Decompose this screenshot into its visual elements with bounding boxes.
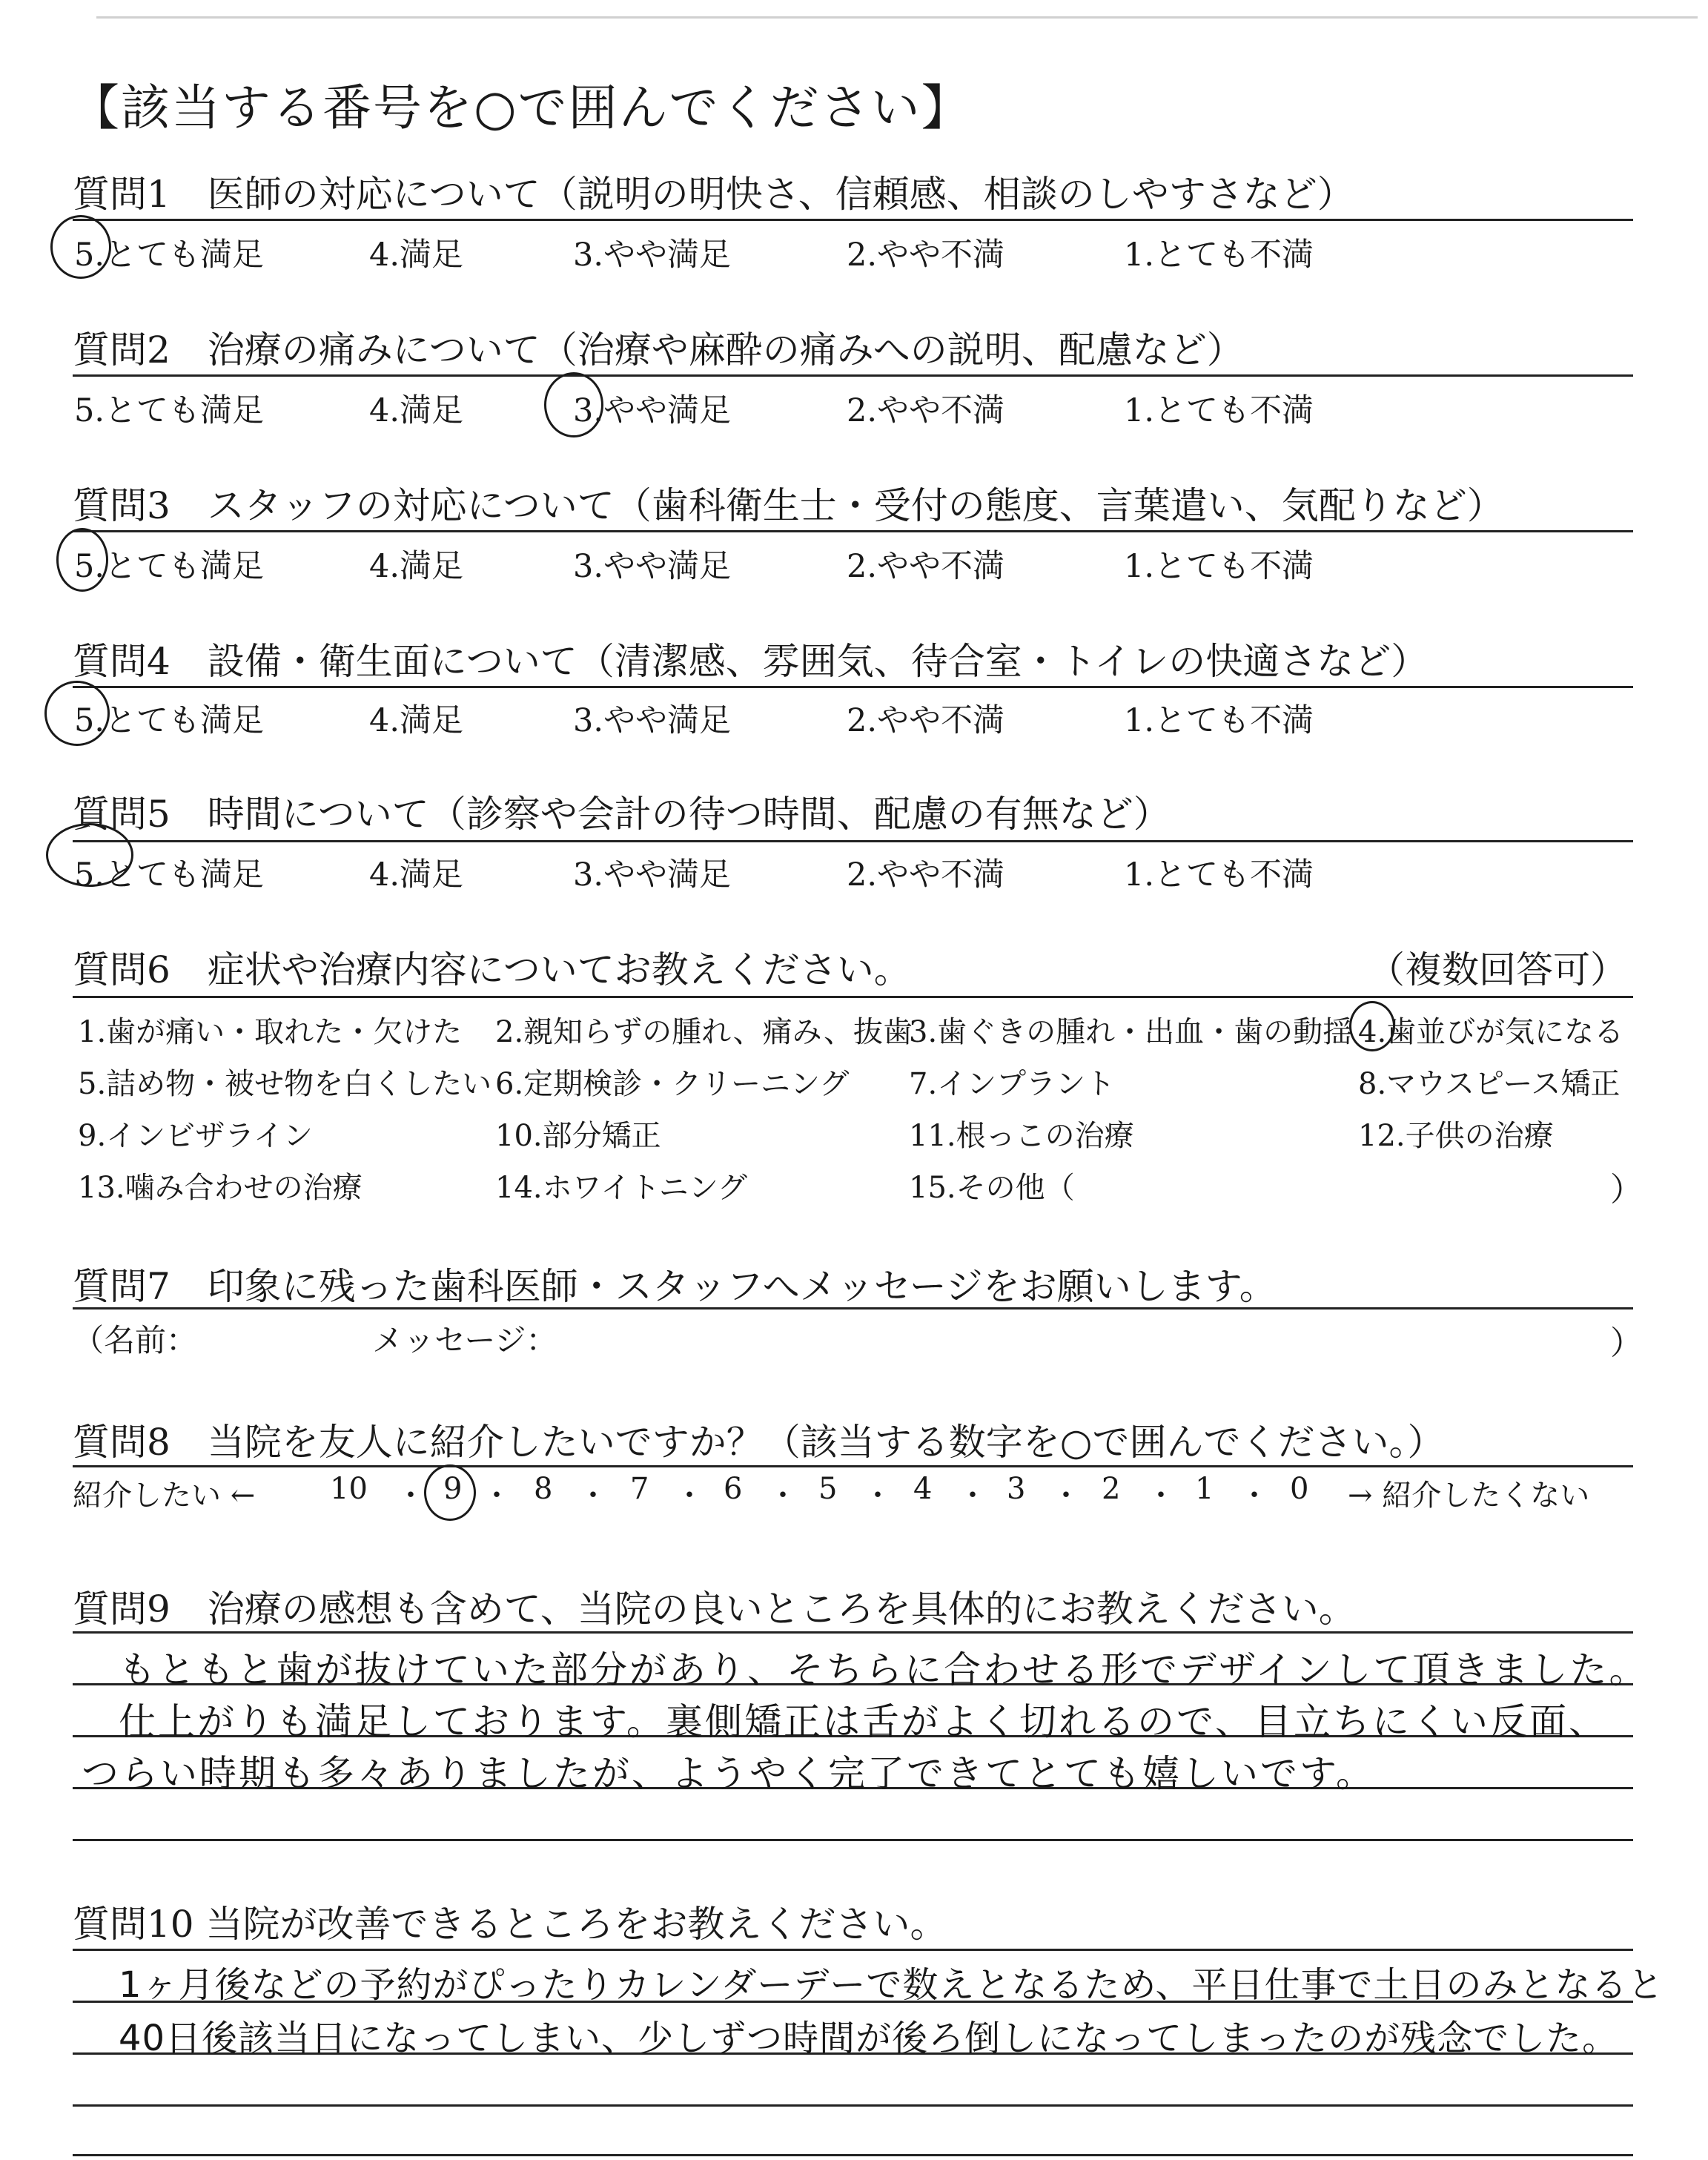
q8-separator-dot: ・ [578, 1479, 608, 1513]
top-border [96, 16, 1698, 19]
q8-scale-3[interactable]: 3 [1007, 1472, 1026, 1506]
q5-option-3[interactable]: 3.やや満足 [573, 856, 732, 894]
q6-item-9[interactable]: 9.インビザライン [78, 1119, 313, 1153]
q2-option-5[interactable]: 5.とても満足 [74, 392, 265, 429]
q2-option-1[interactable]: 1.とても不満 [1124, 392, 1314, 429]
q8-separator-dot: ・ [482, 1479, 512, 1513]
q1-option-1[interactable]: 1.とても不満 [1124, 237, 1314, 274]
q3-option-4[interactable]: 4.満足 [369, 548, 464, 585]
q8-scale-9[interactable]: 9 [443, 1472, 463, 1506]
q8-scale-6[interactable]: 6 [724, 1472, 743, 1506]
q6-item-11[interactable]: 11.根っこの治療 [909, 1119, 1134, 1153]
q8-scale-4[interactable]: 4 [913, 1472, 933, 1506]
q6-item-7[interactable]: 7.インプラント [909, 1067, 1116, 1101]
question-10-title: 質問10 当院が改善できるところをお教えください。 [73, 1903, 947, 1946]
q9-line-1 [73, 1631, 1633, 1634]
q4-option-4[interactable]: 4.満足 [369, 702, 464, 739]
q3-selection-circle [56, 528, 108, 592]
question-3-title: 質問3 スタッフの対応について（歯科衛生士・受付の態度、言葉遣い、気配りなど） [73, 484, 1504, 527]
question-7-title: 質問7 印象に残った歯科医師・スタッフへメッセージをお願いします。 [73, 1265, 1277, 1308]
q4-selection-circle [44, 681, 110, 746]
q10-handwritten-line-1: 1ヶ月後などの予約がぴったりカレンダーデーで数えとなるため、平日仕事で土日のみとなると [119, 1964, 1664, 2006]
question-9-title: 質問9 治療の感想も含めて、当院の良いところを具体的にお教えください。 [73, 1588, 1356, 1631]
q6-item-12[interactable]: 12.子供の治療 [1358, 1119, 1554, 1153]
question-2-options [0, 386, 1708, 430]
q9-handwritten-line-1: もともと歯が抜けていた部分があり、そちらに合わせる形でデザインして頂きました。 [119, 1648, 1649, 1691]
page-header: 【該当する番号を○で囲んでください】 [70, 79, 972, 136]
q8-scale-0[interactable]: 0 [1290, 1472, 1309, 1506]
question-5-rule [73, 840, 1633, 842]
q1-option-2[interactable]: 2.やや不満 [847, 237, 1005, 274]
q8-scale-2[interactable]: 2 [1102, 1472, 1121, 1506]
q5-option-4[interactable]: 4.満足 [369, 856, 464, 894]
q3-option-5[interactable]: 5.とても満足 [74, 548, 265, 585]
q8-separator-dot: ・ [675, 1479, 704, 1513]
q6-other-close-paren: ） [1610, 1171, 1643, 1209]
question-6-title: 質問6 症状や治療内容についてお教えください。 [73, 948, 911, 991]
q4-option-1[interactable]: 1.とても不満 [1124, 702, 1314, 739]
question-8-rule [73, 1465, 1633, 1467]
question-5-title: 質問5 時間について（診察や会計の待つ時間、配慮の有無など） [73, 793, 1171, 836]
q6-item-13[interactable]: 13.噛み合わせの治療 [78, 1171, 363, 1205]
question-4-title: 質問4 設備・衛生面について（清潔感、雰囲気、待合室・トイレの快適さなど） [73, 640, 1429, 683]
q8-separator-dot: ・ [958, 1479, 987, 1513]
question-2-title: 質問2 治療の痛みについて（治療や麻酔の痛みへの説明、配慮など） [73, 328, 1244, 371]
question-4-options [0, 696, 1708, 740]
question-3-rule [73, 530, 1633, 532]
q8-separator-dot: ・ [396, 1479, 426, 1513]
q2-selection-circle [544, 372, 603, 437]
q2-option-3[interactable]: 3.やや満足 [573, 392, 732, 429]
q4-option-2[interactable]: 2.やや不満 [847, 702, 1005, 739]
q2-option-4[interactable]: 4.満足 [369, 392, 464, 429]
q6-item-14[interactable]: 14.ホワイトニング [495, 1171, 748, 1205]
question-3-options [0, 541, 1708, 586]
q6-item-15[interactable]: 15.その他（ [909, 1171, 1075, 1205]
question-1-options [0, 230, 1708, 274]
q7-message-label: メッセージ： [372, 1322, 557, 1358]
q6-item-3[interactable]: 3.歯ぐきの腫れ・出血・歯の動揺 [909, 1015, 1353, 1049]
q8-scale-10[interactable]: 10 [330, 1472, 368, 1506]
q10-handwritten-line-2: 40日後該当日になってしまい、少しずつ時間が後ろ倒しになってしまったのが残念でした。 [119, 2018, 1619, 2059]
q1-option-5[interactable]: 5.とても満足 [74, 237, 265, 274]
q10-line-5 [73, 2154, 1633, 2156]
q2-option-2[interactable]: 2.やや不満 [847, 392, 1005, 429]
q6-selection-circle [1349, 1001, 1395, 1051]
q5-option-1[interactable]: 1.とても不満 [1124, 856, 1314, 894]
q1-option-3[interactable]: 3.やや満足 [573, 237, 732, 274]
q8-scale-1[interactable]: 1 [1195, 1472, 1214, 1506]
q1-selection-circle [50, 215, 111, 279]
q5-selection-circle [46, 823, 133, 887]
q9-handwritten-line-3: つらい時期も多々ありましたが、ようやく完了できてとても嬉しいです。 [82, 1752, 1375, 1795]
q8-separator-dot: ・ [1051, 1479, 1081, 1513]
q6-item-4[interactable]: 4.歯並びが気になる [1358, 1015, 1624, 1049]
q10-line-4 [73, 2104, 1633, 2107]
q8-scale-5[interactable]: 5 [818, 1472, 838, 1506]
q8-separator-dot: ・ [1239, 1479, 1269, 1513]
q6-item-2[interactable]: 2.親知らずの腫れ、痛み、抜歯 [495, 1015, 913, 1049]
q9-line-5 [73, 1839, 1633, 1841]
q8-left-label: 紹介したい ← [73, 1479, 256, 1513]
question-8-title: 質問8 当院を友人に紹介したいですか？（該当する数字を○で囲んでください。） [73, 1421, 1445, 1464]
q4-option-3[interactable]: 3.やや満足 [573, 702, 732, 739]
q10-line-1 [73, 1949, 1633, 1951]
question-2-rule [73, 374, 1633, 377]
q7-close-paren: ） [1610, 1324, 1643, 1362]
q8-selection-circle [424, 1464, 476, 1521]
q8-scale-7[interactable]: 7 [630, 1472, 649, 1506]
question-6-note: （複数回答可） [1368, 948, 1627, 991]
question-4-rule [73, 686, 1633, 688]
q9-handwritten-line-2: 仕上がりも満足しております。裏側矯正は舌がよく切れるので、目立ちにくい反面、 [119, 1700, 1608, 1743]
q6-item-8[interactable]: 8.マウスピース矯正 [1358, 1067, 1621, 1101]
q6-item-6[interactable]: 6.定期検診・クリーニング [495, 1067, 850, 1101]
q1-option-4[interactable]: 4.満足 [369, 237, 464, 274]
q7-name-label: （名前： [73, 1322, 198, 1358]
q6-item-10[interactable]: 10.部分矯正 [495, 1119, 661, 1153]
q5-option-5[interactable]: 5.とても満足 [74, 856, 265, 894]
q3-option-3[interactable]: 3.やや満足 [573, 548, 732, 585]
q8-right-label: → 紹介したくない [1348, 1479, 1590, 1513]
q3-option-2[interactable]: 2.やや不満 [847, 548, 1005, 585]
q8-scale-8[interactable]: 8 [534, 1472, 553, 1506]
q8-separator-dot: ・ [1146, 1479, 1176, 1513]
q6-item-1[interactable]: 1.歯が痛い・取れた・欠けた [78, 1015, 463, 1049]
q8-scale-row [0, 1472, 1708, 1516]
question-1-title: 質問1 医師の対応について（説明の明快さ、信頼感、相談のしやすさなど） [73, 173, 1354, 216]
question-5-options [0, 850, 1708, 894]
q5-option-2[interactable]: 2.やや不満 [847, 856, 1005, 894]
q6-item-5[interactable]: 5.詰め物・被せ物を白くしたい [78, 1067, 492, 1101]
q4-option-5[interactable]: 5.とても満足 [74, 702, 265, 739]
question-7-rule [73, 1307, 1633, 1309]
question-6-rule [73, 996, 1633, 998]
question-1-rule [73, 219, 1633, 221]
q8-separator-dot: ・ [863, 1479, 893, 1513]
q3-option-1[interactable]: 1.とても不満 [1124, 548, 1314, 585]
q8-separator-dot: ・ [768, 1479, 798, 1513]
